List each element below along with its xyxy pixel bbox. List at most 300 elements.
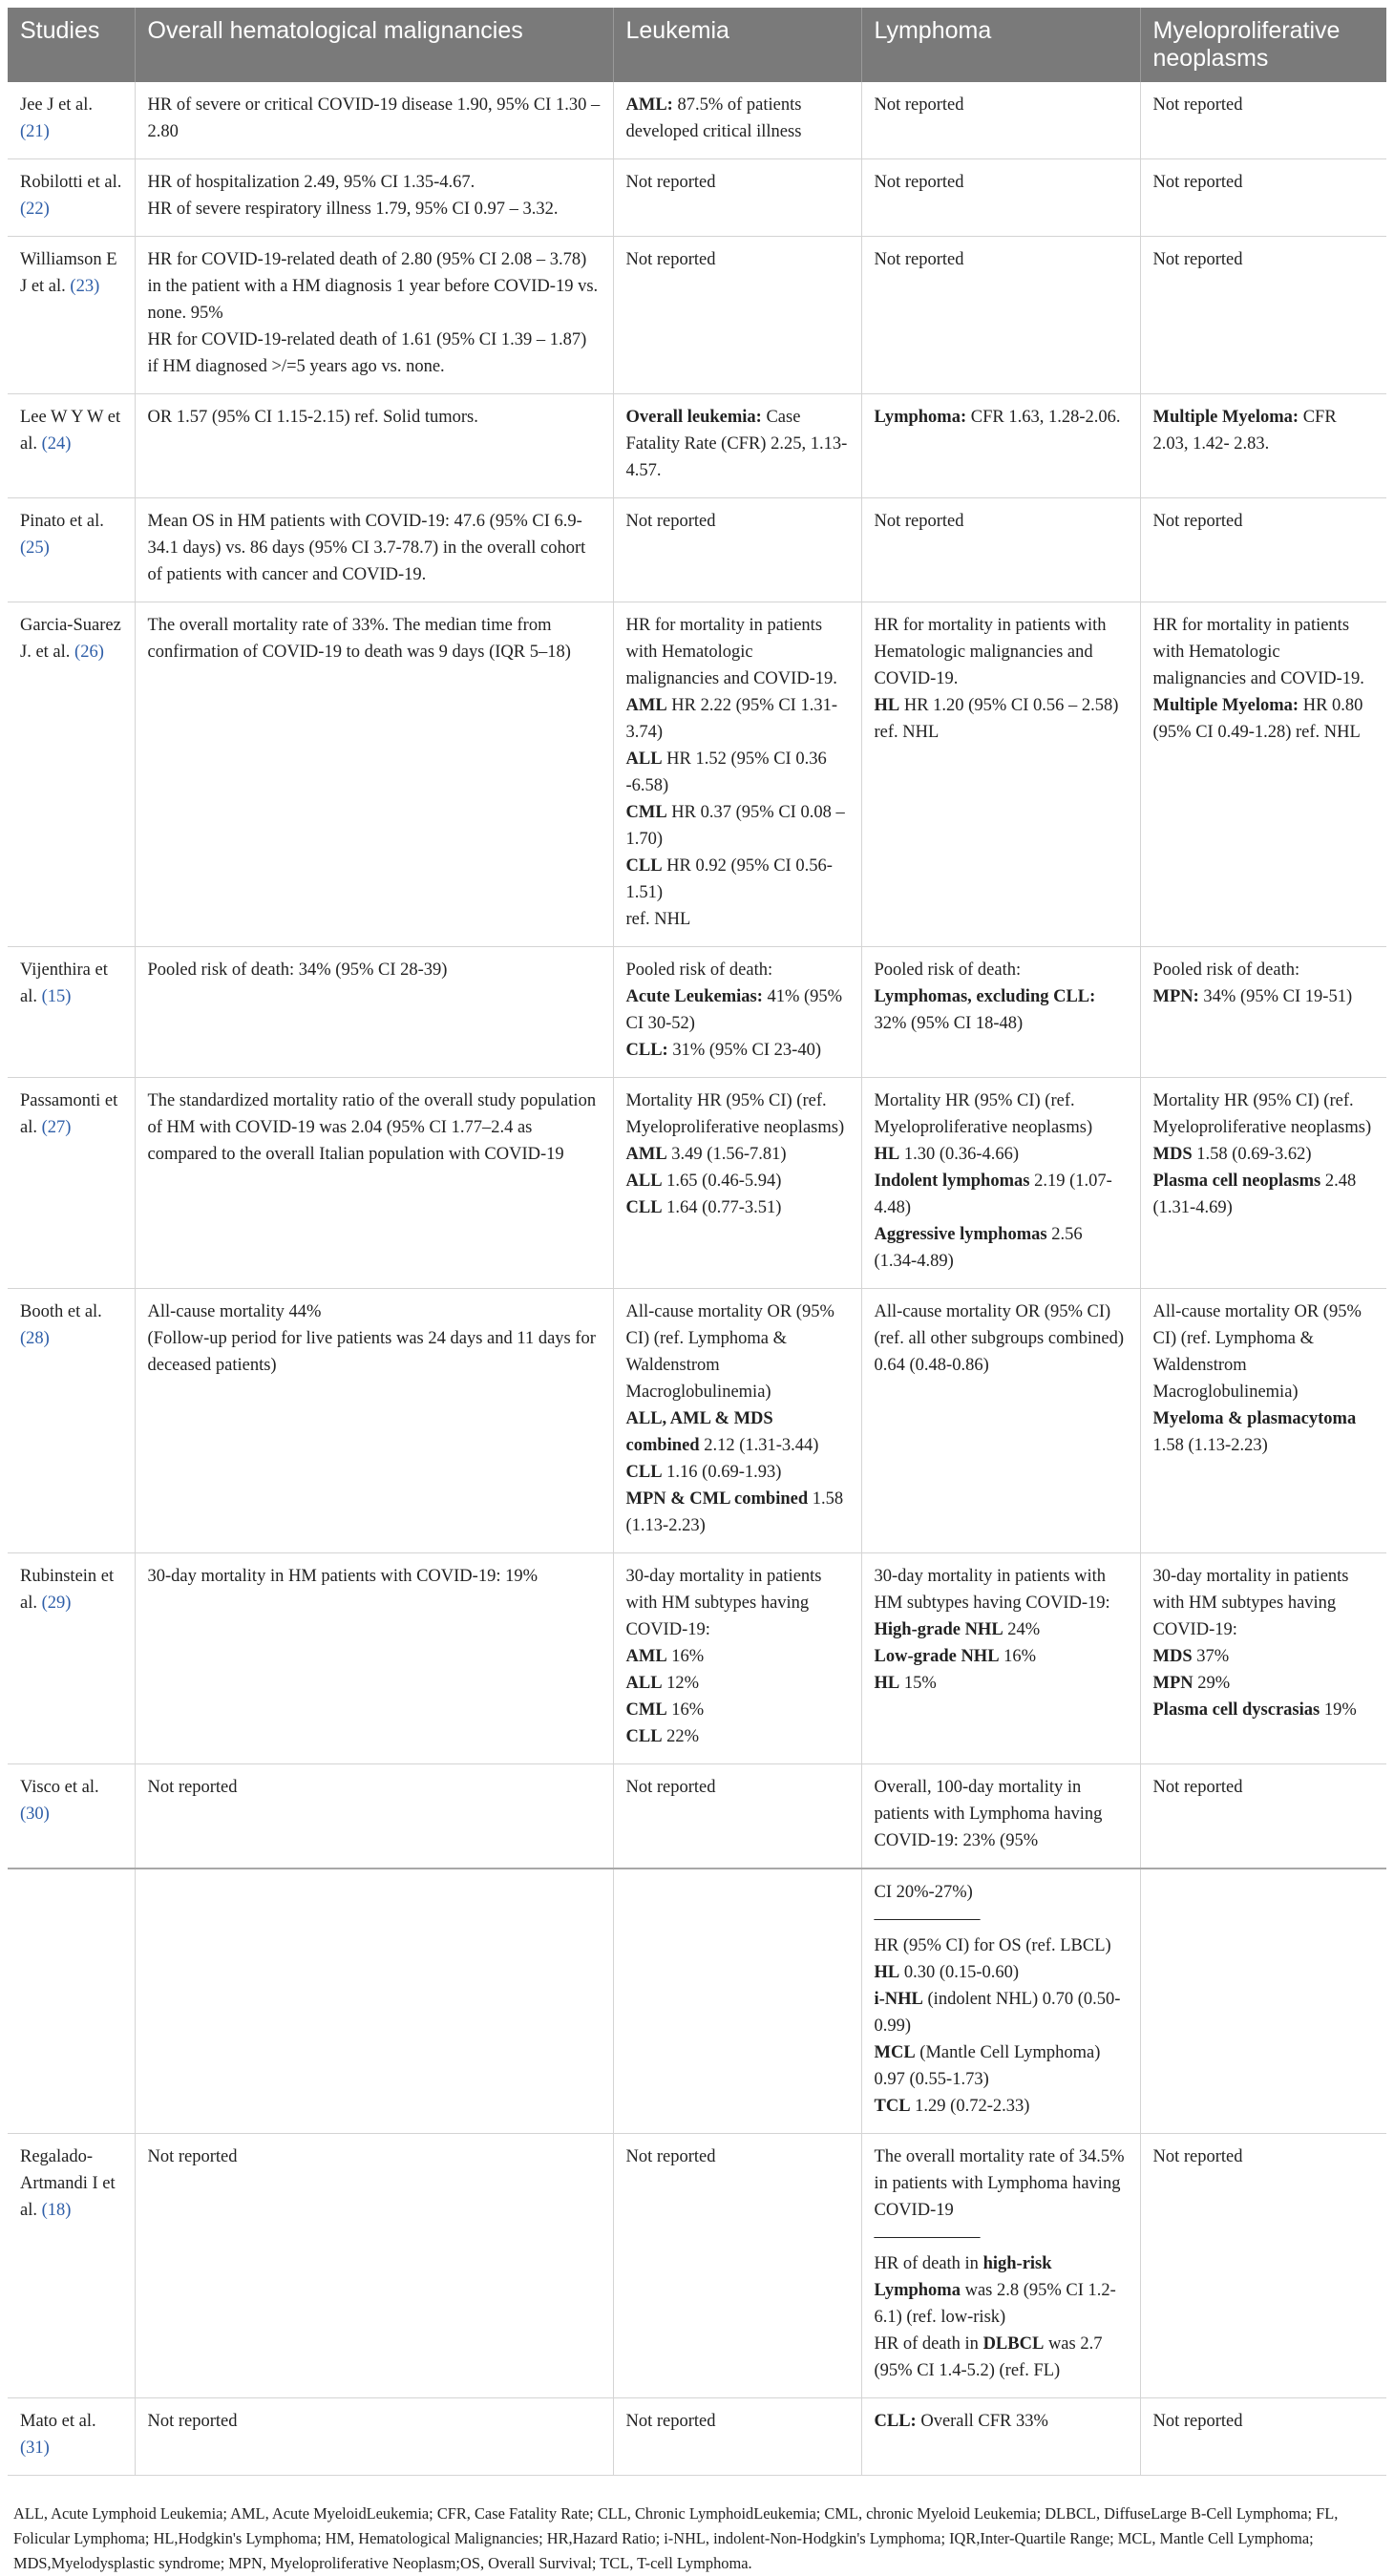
cell-line	[626, 906, 850, 933]
cell-text: 15%	[899, 1674, 937, 1693]
bold-term: DLBCL	[982, 2334, 1045, 2354]
leukemia-cell	[613, 1764, 861, 1869]
cell-line	[148, 196, 602, 222]
cell-text: Mortality HR (95% CI) (ref. Myeloproliferative neoplasms)	[1152, 1091, 1372, 1137]
cell-text: Not reported	[1152, 2412, 1243, 2431]
cell-text: 3.49 (1.56-7.81)	[666, 1145, 787, 1164]
header-row	[8, 8, 1386, 82]
cell-text: 24%	[1003, 1620, 1041, 1639]
cell-text: All-cause mortality OR (95% CI) (ref. all other subgroups combined)	[874, 1302, 1124, 1348]
bold-term: Lymphomas, excluding CLL:	[874, 987, 1096, 1006]
cell-line	[1153, 957, 1376, 983]
cell-line	[148, 327, 602, 380]
cell-text: (Follow-up period for live patients was 24 days and 11 days for deceased patients)	[147, 1329, 596, 1375]
cell-text: Not reported	[625, 250, 716, 269]
cell-line	[626, 2408, 850, 2435]
study-cell	[8, 237, 135, 394]
cell-line	[1153, 404, 1376, 457]
citation-link[interactable]: (18)	[41, 2201, 72, 2220]
cell-line	[875, 1986, 1129, 2039]
study-cell	[8, 1764, 135, 1869]
study-name: Jee J et al.	[20, 95, 94, 115]
leukemia-cell	[613, 602, 861, 947]
cell-line	[1153, 1405, 1376, 1432]
citation-link[interactable]: (25)	[20, 538, 50, 558]
cell-line	[875, 1670, 1129, 1697]
bold-term: Myeloma & plasmacytoma	[1152, 1409, 1357, 1428]
cell-text: Not reported	[874, 512, 964, 531]
study-name: Vijenthira et al.	[20, 961, 108, 1006]
cell-line	[1153, 1643, 1376, 1670]
bold-term: CLL	[625, 1198, 663, 1217]
bold-term: MDS	[1152, 1647, 1193, 1666]
cell-text: HR of death in	[874, 2334, 983, 2354]
cell-text: 31% (95% CI 23-40)	[667, 1041, 822, 1060]
overall-cell	[135, 1289, 613, 1553]
leukemia-cell	[613, 82, 861, 159]
citation-link[interactable]: (31)	[20, 2439, 50, 2458]
cell-line	[626, 1643, 850, 1670]
cell-text: 2.48 (1.31-4.69)	[1152, 1172, 1357, 1217]
cell-line	[626, 853, 850, 906]
cell-line	[875, 692, 1129, 746]
bold-term: MDS	[1152, 1145, 1193, 1164]
cell-text: Not reported	[1152, 512, 1243, 531]
cell-text: HR for mortality in patients with Hematologic malignancies and COVID-19.	[1152, 616, 1364, 688]
cell-text: 2.19 (1.07-4.48)	[874, 1172, 1112, 1217]
cell-line	[875, 1299, 1129, 1352]
cell-text: was 2.7 (95% CI 1.4-5.2) (ref. FL)	[874, 2334, 1103, 2380]
overall-cell	[135, 498, 613, 602]
cell-text: OR 1.57 (95% CI 1.15-2.15) ref. Solid tumors.	[147, 408, 478, 427]
cell-line	[148, 1774, 602, 1801]
table-row	[8, 394, 1386, 498]
cell-line	[1153, 1087, 1376, 1141]
cell-line	[148, 2143, 602, 2170]
cell-text: HR (95% CI) for OS (ref. LBCL)	[874, 1936, 1111, 1955]
cell-line	[875, 1932, 1129, 1959]
bold-term: Lymphoma:	[874, 408, 967, 427]
lymphoma-cell	[861, 82, 1140, 159]
cell-line	[875, 1168, 1129, 1221]
leukemia-cell	[613, 1553, 861, 1764]
cell-text: The overall mortality rate of 33%. The median time from confirmation of COVID-19 to death was 9 days (IQR 5–18)	[147, 616, 571, 662]
lymphoma-cell	[861, 394, 1140, 498]
lymphoma-cell	[861, 159, 1140, 237]
cell-line	[626, 1405, 850, 1459]
cell-line	[1153, 1563, 1376, 1643]
cell-line	[875, 508, 1129, 535]
bold-term: high-risk Lymphoma	[874, 2254, 1052, 2300]
study-cell	[8, 602, 135, 947]
lymphoma-cell	[861, 237, 1140, 394]
cell-text: 0.30 (0.15-0.60)	[899, 1963, 1020, 1982]
bold-term: MCL	[874, 2043, 916, 2062]
study-name: Visco et al.	[20, 1778, 99, 1797]
cell-text: 0.64 (0.48-0.86)	[874, 1356, 989, 1375]
bold-term: CML	[625, 1700, 667, 1720]
bold-term: CLL	[625, 1463, 663, 1482]
citation-link[interactable]: (23)	[70, 277, 100, 296]
cell-line	[1153, 169, 1376, 196]
citation-link[interactable]: (21)	[20, 122, 50, 141]
cell-text: Not reported	[1152, 2147, 1243, 2166]
cell-text: Pooled risk of death: 34% (95% CI 28-39)	[147, 961, 448, 980]
table-row	[8, 159, 1386, 237]
cell-text: Not reported	[1152, 1778, 1243, 1797]
overall-cell	[135, 1553, 613, 1764]
cell-text: HR 1.52 (95% CI 0.36 -6.58)	[625, 750, 827, 795]
bold-term: HL	[874, 1674, 900, 1693]
bold-term: Multiple Myeloma:	[1152, 408, 1299, 427]
overall-cell	[135, 947, 613, 1078]
cell-text: HR 0.80 (95% CI 0.49-1.28) ref. NHL	[1152, 696, 1363, 742]
cell-text: CFR 2.03, 1.42- 2.83.	[1152, 408, 1337, 454]
overall-cell	[135, 2134, 613, 2398]
bold-term: AML:	[625, 95, 673, 115]
citation-link[interactable]: (22)	[20, 200, 50, 219]
cell-text: 1.65 (0.46-5.94)	[662, 1172, 782, 1191]
mpn-cell	[1140, 82, 1386, 159]
leukemia-cell	[613, 394, 861, 498]
mpn-cell	[1140, 1553, 1386, 1764]
mpn-cell	[1140, 1869, 1386, 2134]
bold-term: HL	[874, 696, 900, 715]
cell-line	[148, 92, 602, 145]
cell-text: Pooled risk of death:	[874, 961, 1022, 980]
bold-term: Low-grade NHL	[874, 1647, 1000, 1666]
cell-line	[626, 612, 850, 692]
cell-text: Pooled risk of death:	[1152, 961, 1300, 980]
overall-cell	[135, 1078, 613, 1289]
cell-line	[875, 2093, 1129, 2120]
cell-line	[1153, 2143, 1376, 2170]
study-cell	[8, 1078, 135, 1289]
cell-line	[875, 1087, 1129, 1141]
cell-line	[875, 2039, 1129, 2093]
table-row	[8, 2398, 1386, 2476]
cell-text: 30-day mortality in patients with HM subtypes having COVID-19:	[1152, 1567, 1349, 1639]
lymphoma-cell	[861, 1078, 1140, 1289]
lymphoma-cell	[861, 947, 1140, 1078]
bold-term: Overall leukemia:	[625, 408, 762, 427]
mpn-cell	[1140, 602, 1386, 947]
cell-text: Not reported	[147, 2147, 238, 2166]
cell-text: 34% (95% CI 19-51)	[1198, 987, 1353, 1006]
leukemia-cell	[613, 1078, 861, 1289]
bold-term: Acute Leukemias:	[625, 987, 763, 1006]
bold-term: CLL:	[625, 1041, 668, 1060]
overall-cell	[135, 159, 613, 237]
cell-line	[1153, 1141, 1376, 1168]
bold-term: HL	[874, 1963, 900, 1982]
table-body	[8, 82, 1386, 2476]
cell-line	[875, 1906, 1129, 1932]
header-mpn: Myeloproliferative neoplasms	[1140, 8, 1386, 82]
cell-text: HR 0.37 (95% CI 0.08 – 1.70)	[625, 803, 845, 849]
cell-text: 1.58 (0.69-3.62)	[1192, 1145, 1312, 1164]
results-table	[8, 8, 1386, 2476]
study-cell	[8, 498, 135, 602]
cell-line	[1153, 1168, 1376, 1221]
lymphoma-cell	[861, 602, 1140, 947]
cell-line	[148, 246, 602, 327]
bold-term: ALL	[625, 1172, 663, 1191]
cell-text: Not reported	[147, 1778, 238, 1797]
table-row	[8, 1289, 1386, 1553]
cell-text: All-cause mortality 44%	[147, 1302, 322, 1321]
study-name: Robilotti et al.	[20, 173, 122, 192]
cell-text: Mortality HR (95% CI) (ref. Myeloproliferative neoplasms)	[625, 1091, 845, 1137]
study-cell	[8, 2398, 135, 2476]
mpn-cell	[1140, 2134, 1386, 2398]
cell-text: HR of severe respiratory illness 1.79, 95% CI 0.97 – 3.32.	[147, 200, 559, 219]
cell-line	[626, 1723, 850, 1750]
mpn-cell	[1140, 947, 1386, 1078]
leukemia-cell	[613, 498, 861, 602]
bold-term: ALL, AML & MDS combined	[625, 1409, 773, 1455]
cell-text: Not reported	[1152, 173, 1243, 192]
cell-text: Not reported	[625, 2412, 716, 2431]
study-cell	[8, 2134, 135, 2398]
overall-cell	[135, 1764, 613, 1869]
bold-term: High-grade NHL	[874, 1620, 1003, 1639]
cell-line	[626, 1141, 850, 1168]
cell-line	[875, 957, 1129, 983]
lymphoma-cell	[861, 1289, 1140, 1553]
study-cell	[8, 82, 135, 159]
cell-text: HR for mortality in patients with Hematologic malignancies and COVID-19.	[874, 616, 1107, 688]
leukemia-cell	[613, 2398, 861, 2476]
cell-line	[148, 169, 602, 196]
cell-text: Not reported	[625, 2147, 716, 2166]
cell-line	[1153, 1774, 1376, 1801]
table-row	[8, 2134, 1386, 2398]
cell-text: All-cause mortality OR (95% CI) (ref. Lymphoma & Waldenstrom Macroglobulinemia)	[625, 1302, 834, 1402]
cell-line	[1153, 983, 1376, 1010]
cell-text: 29%	[1193, 1674, 1231, 1693]
cell-text: The overall mortality rate of 34.5% in patients with Lymphoma having COVID-19	[874, 2147, 1125, 2220]
bold-term: HL	[874, 1145, 900, 1164]
cell-text: HR for COVID-19-related death of 2.80 (95% CI 2.08 – 3.78) in the patient with a HM diagnosis 1 year before COVID-19 vs. none. 95%	[147, 250, 599, 323]
bold-term: Indolent lymphomas	[874, 1172, 1030, 1191]
cell-text: HR 2.22 (95% CI 1.31-3.74)	[625, 696, 837, 742]
cell-text: Not reported	[625, 173, 716, 192]
cell-line	[148, 2408, 602, 2435]
cell-text: 2.12 (1.31-3.44)	[699, 1436, 819, 1455]
table-footnote: ALL, Acute Lymphoid Leukemia; AML, Acute MyeloidLeukemia; CFR, Case Fatality Rate; CLL, Chronic LymphoidLeukemia; CML, chronic Myeloid Leukemia; DLBCL, DiffuseLarge B-Cell Lymphoma; FL, Folicular Lymphoma; HL,Hodgkin's Lymphoma; HM, Hematological Malignancies; HR,Hazard Ratio; i-NHL, indolent-Non-Hodgkin's Lymphoma; IQR,Inter-Quartile Range; MCL, Mantle Cell Lymphoma; MDS,Myelodysplastic syndrome; MPN, Myeloproliferative Neoplasm;OS, Overall Survival; TCL, T-cell Lymphoma.	[13, 2504, 1339, 2572]
cell-line	[875, 2250, 1129, 2331]
cell-line	[875, 2224, 1129, 2250]
citation-link[interactable]: (29)	[41, 1594, 72, 1613]
study-name: Rubinstein et al.	[20, 1567, 115, 1613]
overall-cell	[135, 394, 613, 498]
cell-line	[875, 1879, 1129, 1906]
cell-line	[875, 2143, 1129, 2224]
cell-line	[626, 799, 850, 853]
cell-text: was 2.8 (95% CI 1.2-6.1) (ref. low-risk)	[874, 2281, 1116, 2327]
header-overall: Overall hematological malignancies	[135, 8, 613, 82]
cell-text: 1.30 (0.36-4.66)	[899, 1145, 1020, 1164]
cell-line	[1153, 612, 1376, 692]
leukemia-cell	[613, 1289, 861, 1553]
cell-line	[1153, 246, 1376, 273]
cell-text: HR of death in	[874, 2254, 983, 2273]
cell-line	[148, 1087, 602, 1168]
cell-text: Mean OS in HM patients with COVID-19: 47.6 (95% CI 6.9-34.1 days) vs. 86 days (95% CI 3.7-78.7) in the overall cohort of patients with cancer and COVID-19.	[147, 512, 586, 584]
cell-line	[1153, 692, 1376, 746]
study-name: Lee W Y W et al.	[20, 408, 121, 454]
cell-line	[875, 92, 1129, 118]
citation-link[interactable]: (15)	[41, 987, 72, 1006]
cell-text: 1.58 (1.13-2.23)	[1152, 1436, 1268, 1455]
bold-term: ALL	[625, 1674, 663, 1693]
cell-line	[1153, 1432, 1376, 1459]
study-cell	[8, 947, 135, 1078]
cell-line	[626, 1697, 850, 1723]
table-row	[8, 498, 1386, 602]
cell-text: 19%	[1320, 1700, 1357, 1720]
cell-text: 1.16 (0.69-1.93)	[662, 1463, 782, 1482]
citation-link[interactable]: (24)	[41, 434, 72, 454]
table-header	[8, 8, 1386, 82]
citation-link[interactable]: (28)	[20, 1329, 50, 1348]
cell-line	[875, 2331, 1129, 2384]
cell-line	[626, 1087, 850, 1141]
cell-line	[1153, 92, 1376, 118]
cell-line	[875, 612, 1129, 692]
cell-text: (indolent NHL) 0.70 (0.50-0.99)	[874, 1990, 1121, 2036]
table-row	[8, 1869, 1386, 2134]
cell-text: Not reported	[625, 512, 716, 531]
cell-line	[626, 1670, 850, 1697]
cell-text: Not reported	[1152, 95, 1243, 115]
mpn-cell	[1140, 159, 1386, 237]
cell-line	[626, 1563, 850, 1643]
cell-text: Not reported	[874, 250, 964, 269]
overall-cell	[135, 237, 613, 394]
cell-line	[626, 1299, 850, 1405]
header-studies: Studies	[8, 8, 135, 82]
cell-text: 16%	[999, 1647, 1037, 1666]
cell-text: 30-day mortality in patients with HM subtypes having COVID-19:	[874, 1567, 1110, 1613]
overall-cell	[135, 2398, 613, 2476]
leukemia-cell	[613, 237, 861, 394]
bold-term: AML	[625, 696, 667, 715]
cell-line	[875, 2408, 1129, 2435]
cell-line	[148, 612, 602, 665]
cell-text: All-cause mortality OR (95% CI) (ref. Lymphoma & Waldenstrom Macroglobulinemia)	[1152, 1302, 1362, 1402]
cell-line	[626, 508, 850, 535]
bold-term: CLL:	[874, 2412, 917, 2431]
bold-term: Multiple Myeloma:	[1152, 696, 1299, 715]
cell-text: CI 20%-27%)	[874, 1883, 973, 1902]
overall-cell	[135, 1869, 613, 2134]
cell-line	[626, 169, 850, 196]
cell-line	[626, 404, 850, 484]
cell-line	[148, 1299, 602, 1325]
mpn-cell	[1140, 2398, 1386, 2476]
cell-text: Mortality HR (95% CI) (ref. Myeloproliferative neoplasms)	[874, 1091, 1093, 1137]
citation-link[interactable]: (30)	[20, 1805, 50, 1824]
cell-line	[148, 508, 602, 588]
lymphoma-cell	[861, 498, 1140, 602]
bold-term: MPN & CML combined	[625, 1489, 809, 1509]
cell-line	[626, 2143, 850, 2170]
study-name: Booth et al.	[20, 1302, 102, 1321]
cell-line	[626, 957, 850, 983]
cell-line	[875, 1221, 1129, 1275]
study-name: Williamson E J et al.	[20, 250, 117, 296]
cell-line	[626, 92, 850, 145]
table-row	[8, 1553, 1386, 1764]
cell-text: 22%	[662, 1727, 700, 1746]
cell-line	[148, 404, 602, 431]
cell-text: 12%	[662, 1674, 700, 1693]
cell-text: Not reported	[874, 95, 964, 115]
citation-link[interactable]: (26)	[74, 643, 104, 662]
cell-text: ref. NHL	[625, 910, 691, 929]
cell-text: Pooled risk of death:	[625, 961, 773, 980]
cell-text: HR for COVID-19-related death of 1.61 (95% CI 1.39 – 1.87) if HM diagnosed >/=5 years ago vs. none.	[147, 330, 587, 376]
cell-line	[1153, 1670, 1376, 1697]
cell-line	[626, 1459, 850, 1486]
cell-text: HR 0.92 (95% CI 0.56-1.51)	[625, 856, 833, 902]
cell-line	[626, 746, 850, 799]
table-row	[8, 1078, 1386, 1289]
bold-term: MPN:	[1152, 987, 1199, 1006]
cell-text: Not reported	[625, 1778, 716, 1797]
cell-line	[626, 1486, 850, 1539]
lymphoma-cell	[861, 2398, 1140, 2476]
cell-text: Not reported	[874, 173, 964, 192]
table-row	[8, 947, 1386, 1078]
cell-line	[875, 1141, 1129, 1168]
cell-text: 1.64 (0.77-3.51)	[662, 1198, 782, 1217]
cell-line	[148, 957, 602, 983]
cell-text: ——————	[874, 1910, 981, 1929]
cell-line	[1153, 508, 1376, 535]
bold-term: i-NHL	[874, 1990, 923, 2009]
leukemia-cell	[613, 1869, 861, 2134]
cell-line	[875, 1774, 1129, 1854]
cell-line	[875, 983, 1129, 1037]
cell-text: Case Fatality Rate (CFR) 2.25, 1.13-4.57.	[625, 408, 848, 480]
mpn-cell	[1140, 498, 1386, 602]
cell-line	[1153, 1697, 1376, 1723]
header-lymphoma: Lymphoma	[861, 8, 1140, 82]
mpn-cell	[1140, 237, 1386, 394]
bold-term: CLL	[625, 856, 663, 876]
citation-link[interactable]: (27)	[41, 1118, 72, 1137]
cell-line	[875, 1616, 1129, 1643]
cell-text: HR of hospitalization 2.49, 95% CI 1.35-4.67.	[147, 173, 475, 192]
bold-term: ALL	[625, 750, 663, 769]
bold-term: AML	[625, 1647, 667, 1666]
cell-text: Overall CFR 33%	[916, 2412, 1048, 2431]
cell-line	[626, 1168, 850, 1194]
leukemia-cell	[613, 947, 861, 1078]
cell-line	[148, 1325, 602, 1379]
cell-text: 87.5% of patients developed critical illness	[625, 95, 802, 141]
cell-text: Overall, 100-day mortality in patients with Lymphoma having COVID-19: 23% (95%	[874, 1778, 1103, 1850]
bold-term: AML	[625, 1145, 667, 1164]
study-cell	[8, 394, 135, 498]
cell-line	[1153, 1299, 1376, 1405]
study-name: Pinato et al.	[20, 512, 104, 531]
bold-term: TCL	[874, 2097, 911, 2116]
mpn-cell	[1140, 1289, 1386, 1553]
